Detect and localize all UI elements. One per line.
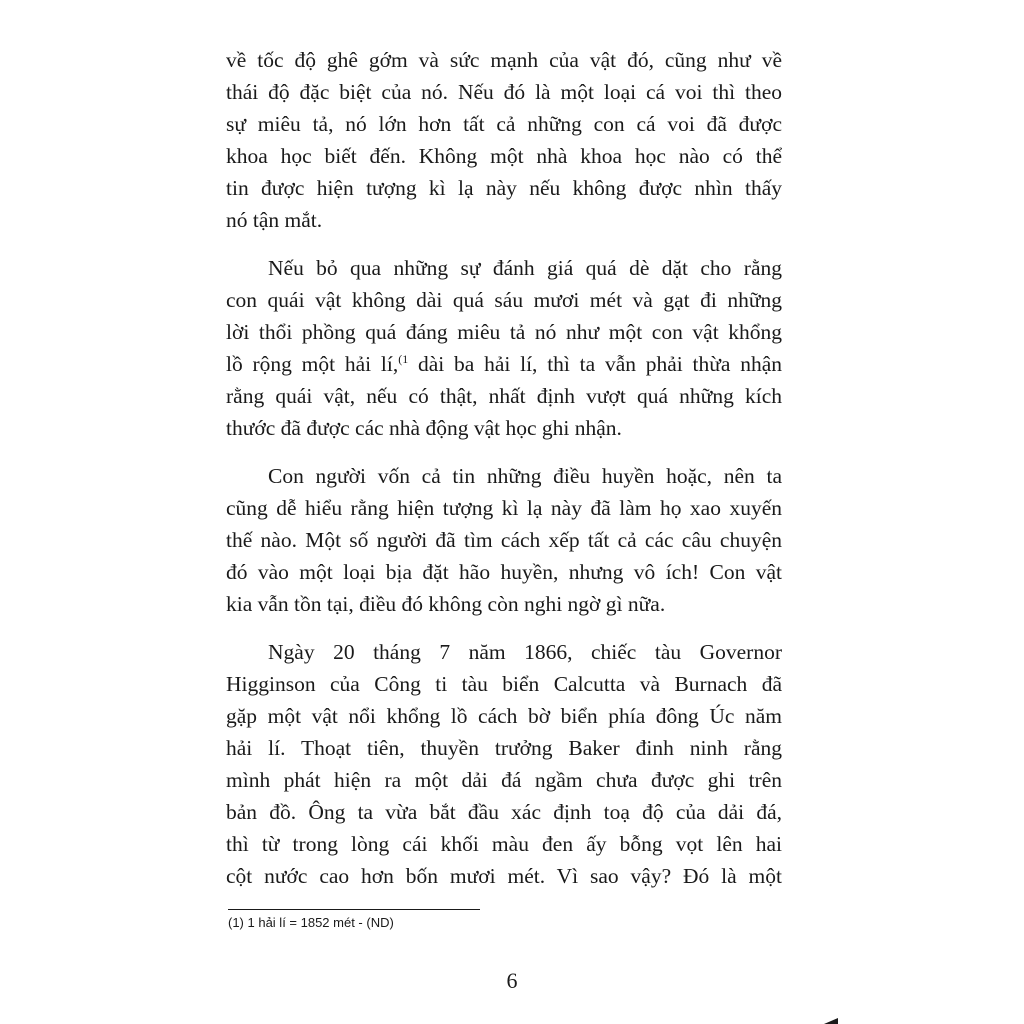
text-line: thế nào. Một số người đã tìm cách xếp tất cả các câu chuyện bbox=[226, 528, 782, 552]
text-line: sự miêu tả, nó lớn hơn tất cả những con cá voi đã được bbox=[226, 112, 782, 136]
body-text bbox=[226, 44, 782, 908]
text-line: kia vẫn tồn tại, điều đó không còn nghi ngờ gì nữa. bbox=[226, 592, 666, 616]
text-line-head: lồ rộng một hải lí, bbox=[226, 352, 399, 376]
text-line: con quái vật không dài quá sáu mươi mét và gạt đi những bbox=[226, 288, 782, 312]
text-line: cột nước cao hơn bốn mươi mét. Vì sao vậy? Đó là một bbox=[226, 864, 782, 888]
footnote-reference: (1 bbox=[398, 351, 409, 366]
page-edge-mark bbox=[824, 1018, 838, 1024]
text-line: khoa học biết đến. Không một nhà khoa học nào có thể bbox=[226, 144, 782, 168]
text-line: đó vào một loại bịa đặt hão huyền, nhưng vô ích! Con vật bbox=[226, 560, 782, 584]
text-line: cũng dễ hiểu rằng hiện tượng kì lạ này đã làm họ xao xuyến bbox=[226, 496, 782, 520]
paragraph-2 bbox=[226, 252, 782, 444]
paragraph-3 bbox=[226, 460, 782, 620]
text-line: mình phát hiện ra một dải đá ngầm chưa được ghi trên bbox=[226, 768, 782, 792]
text-line: lời thổi phồng quá đáng miêu tả nó như một con vật khổng bbox=[226, 320, 782, 344]
text-line: về tốc độ ghê gớm và sức mạnh của vật đó, cũng như về bbox=[226, 48, 782, 72]
text-line-tail: dài ba hải lí, thì ta vẫn phải thừa nhận bbox=[408, 352, 782, 376]
text-line-with-footnote bbox=[226, 348, 782, 380]
paragraph-4 bbox=[226, 636, 782, 892]
text-line: rằng quái vật, nếu có thật, nhất định vượt quá những kích bbox=[226, 384, 782, 408]
text-line: hải lí. Thoạt tiên, thuyền trưởng Baker đinh ninh rằng bbox=[226, 736, 782, 760]
text-line: thái độ đặc biệt của nó. Nếu đó là một loại cá voi thì theo bbox=[226, 80, 782, 104]
text-line: tin được hiện tượng kì lạ này nếu không được nhìn thấy bbox=[226, 176, 782, 200]
paragraph-1 bbox=[226, 44, 782, 236]
page-number: 6 bbox=[506, 968, 518, 993]
text-line: Higginson của Công ti tàu biển Calcutta và Burnach đã bbox=[226, 672, 782, 696]
footnote: (1) 1 hải lí = 1852 mét - (ND) bbox=[228, 915, 394, 930]
text-line: gặp một vật nổi khổng lồ cách bờ biển phía đông Úc năm bbox=[226, 704, 782, 728]
text-line: thước đã được các nhà động vật học ghi nhận. bbox=[226, 416, 622, 440]
text-line: Con người vốn cả tin những điều huyền hoặc, nên ta bbox=[268, 464, 782, 488]
text-line: nó tận mắt. bbox=[226, 208, 323, 232]
text-line: Nếu bỏ qua những sự đánh giá quá dè dặt cho rằng bbox=[268, 256, 782, 280]
footnote-divider bbox=[228, 909, 480, 910]
text-line: thì từ trong lòng cái khối màu đen ấy bỗng vọt lên hai bbox=[226, 832, 782, 856]
text-line: Ngày 20 tháng 7 năm 1866, chiếc tàu Governor bbox=[268, 640, 782, 664]
text-line: bản đồ. Ông ta vừa bắt đầu xác định toạ độ của dải đá, bbox=[226, 800, 782, 824]
